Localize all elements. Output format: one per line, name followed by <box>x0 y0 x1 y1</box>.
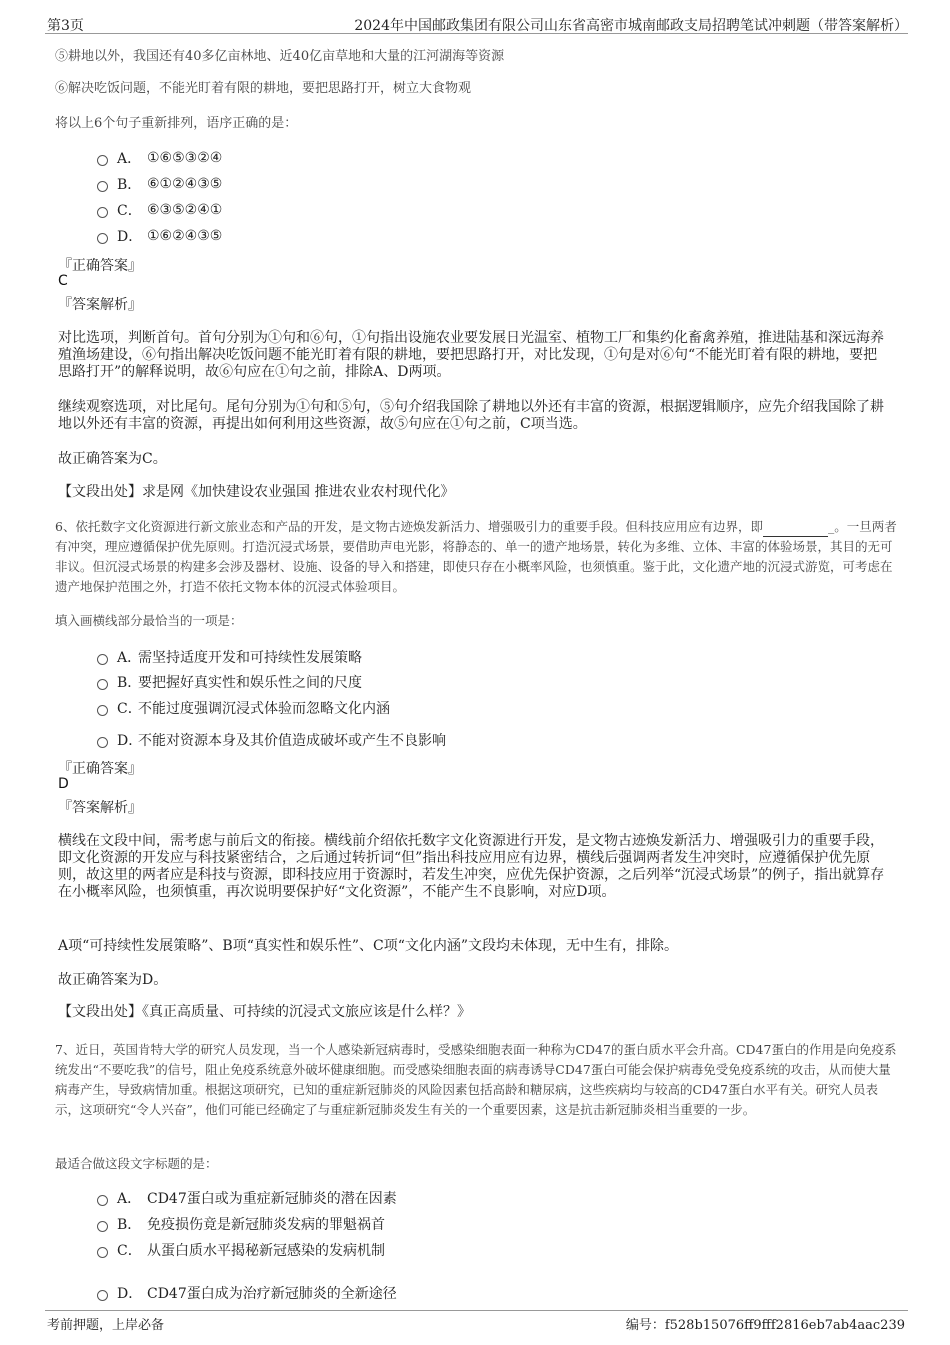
q6-stem: 6、依托数字文化资源进行新文旅业态和产品的开发，是文物古迹焕发新活力、增强吸引力的重要手段。但科技应用应有边界，即 _。一旦两者有冲突，理应遵循保护优先原则。打造沉浸式场景，要借助声电光影，将静态的、单一的遗产地场景，转化为多维、立体、丰富的体验场景，其目的无可非议。但沉浸式场景的构建多会涉及器材、设施、设备的导入和搭建，即使只存在小概率风险，也须慎重。鉴于此，文化遗产地的沉浸式游览，可考虑在遗产地保护范围之外，打造不依托文物本体的沉浸式体验项目。 <box>55 519 897 594</box>
radio-icon[interactable] <box>97 737 108 748</box>
footer-divider <box>45 1310 908 1311</box>
radio-icon[interactable] <box>97 207 108 218</box>
q6-analysis-3: 故正确答案为D。 <box>58 972 168 988</box>
q6-option-a[interactable]: A． 需坚持适度开发和可持续性发展策略 <box>97 647 362 667</box>
q6-option-d[interactable]: D． 不能对资源本身及其价值造成破坏或产生不良影响 <box>97 730 446 750</box>
q5-sentence-5: ⑤耕地以外，我国还有40多亿亩林地、近40亿亩草地和大量的江河湖海等资源 <box>55 49 505 64</box>
q7-option-b[interactable]: B． 免疫损伤竟是新冠肺炎发病的罪魁祸首 <box>97 1214 385 1234</box>
q7-prompt: 最适合做这段文字标题的是： <box>55 1156 218 1171</box>
radio-icon[interactable] <box>97 679 108 690</box>
q5-analysis-2: 继续观察选项，对比尾句。尾句分别为①句和⑤句，⑤句介绍我国除了耕地以外还有丰富的资源，根据逻辑顺序，应先介绍我国除了耕地以外还有丰富的资源，再提出如何利用这些资源，故⑤句应在①句之前，C项当选。 <box>58 399 884 432</box>
q7-option-a[interactable]: A． CD47蛋白或为重症新冠肺炎的潜在因素 <box>97 1188 397 1208</box>
fill-blank <box>763 522 828 537</box>
q5-option-d[interactable]: D． ①⑥②④③⑤ <box>97 226 222 246</box>
q7-stem: 7、近日，英国肯特大学的研究人员发现，当一个人感染新冠病毒时，受感染细胞表面一种称为CD47的蛋白质水平会升高。CD47蛋白的作用是向免疫系统发出“不要吃我”的信号，阻止免疫系统意外破坏健康细胞。而受感染细胞表面的病毒诱导CD47蛋白可能会保护病毒免受免疫系统的攻击，从而使大量病毒产生，导致病情加重。根据这项研究，已知的重症新冠肺炎的风险因素包括高龄和糖尿病，这些疾病均与较高的CD47蛋白水平有关。研究人员表示，这项研究“令人兴奋”，他们可能已经确定了与重症新冠肺炎发生有关的一个重要因素，这是抗击新冠肺炎相当重要的一步。 <box>55 1042 897 1117</box>
q5-analysis-1: 对比选项，判断首句。首句分别为①句和⑥句，①句指出设施农业要发展日光温室、植物工厂和集约化畜禽养殖，推进陆基和深远海养殖渔场建设，⑥句指出解决吃饭问题不能光盯着有限的耕地，要把思路打开，对比发现，①句是对⑥句“不能光盯着有限的耕地，要把思路打开”的解释说明，故⑥句应在①句之前，排除A、D两项。 <box>58 330 884 380</box>
radio-icon[interactable] <box>97 233 108 244</box>
q5-source: 【文段出处】求是网《加快建设农业强国 推进农业农村现代化》 <box>58 484 455 500</box>
q5-option-c[interactable]: C． ⑥③⑤②④① <box>97 200 222 220</box>
q6-analysis-2: A项“可持续性发展策略”、B项“真实性和娱乐性”、C项“文化内涵”文段均未体现，无中生有，排除。 <box>58 938 679 954</box>
q7-option-d[interactable]: D． CD47蛋白成为治疗新冠肺炎的全新途径 <box>97 1283 397 1303</box>
q6-analysis-label: 『答案解析』 <box>58 800 142 816</box>
radio-icon[interactable] <box>97 181 108 192</box>
radio-icon[interactable] <box>97 1195 108 1206</box>
q5-option-a[interactable]: A． ①⑥⑤③②④ <box>97 148 222 168</box>
q5-analysis-label: 『答案解析』 <box>58 297 142 313</box>
document-id: 编号：f528b15076ff9fff2816eb7ab4aac239 <box>625 1318 905 1333</box>
q6-answer: D <box>58 776 69 792</box>
q5-answer: C <box>58 273 68 289</box>
radio-icon[interactable] <box>97 155 108 166</box>
radio-icon[interactable] <box>97 1221 108 1232</box>
q6-option-b[interactable]: B． 要把握好真实性和娱乐性之间的尺度 <box>97 672 362 692</box>
radio-icon[interactable] <box>97 654 108 665</box>
q5-sentence-6: ⑥解决吃饭问题，不能光盯着有限的耕地，要把思路打开，树立大食物观 <box>55 81 472 96</box>
q5-option-b[interactable]: B． ⑥①②④③⑤ <box>97 174 222 194</box>
radio-icon[interactable] <box>97 1290 108 1301</box>
q6-answer-label: 『正确答案』 <box>58 761 142 777</box>
header-divider <box>45 33 908 34</box>
document-title: 2024年中国邮政集团有限公司山东省高密市城南邮政支局招聘笔试冲刺题（带答案解析） <box>354 18 908 34</box>
q6-source: 【文段出处】《真正高质量、可持续的沉浸式文旅应该是什么样？》 <box>58 1004 471 1020</box>
radio-icon[interactable] <box>97 1247 108 1258</box>
page-number: 第3页 <box>47 18 84 34</box>
page-header <box>0 0 950 34</box>
q5-analysis-3: 故正确答案为C。 <box>58 451 167 467</box>
footer-slogan: 考前押题，上岸必备 <box>47 1318 165 1333</box>
radio-icon[interactable] <box>97 705 108 716</box>
q5-prompt: 将以上6个句子重新排列，语序正确的是： <box>55 116 298 131</box>
q7-option-c[interactable]: C． 从蛋白质水平揭秘新冠感染的发病机制 <box>97 1240 385 1260</box>
q6-option-c[interactable]: C． 不能过度强调沉浸式体验而忽略文化内涵 <box>97 698 390 718</box>
q6-analysis-1: 横线在文段中间，需考虑与前后文的衔接。横线前介绍依托数字文化资源进行开发，是文物古迹焕发新活力、增强吸引力的重要手段，即文化资源的开发应与科技紧密结合，之后通过转折词“但”指出科技应用应有边界，横线后强调两者发生冲突时，应遵循保护优先原则，故这里的两者应是科技与资源，即科技应用于资源时，若发生冲突，应优先保护资源，之后列举“沉浸式场景”的例子，指出就算存在小概率风险，也须慎重，再次说明要保护好“文化资源”，不能产生不良影响，对应D项。 <box>58 833 885 900</box>
q5-answer-label: 『正确答案』 <box>58 258 142 274</box>
q6-prompt: 填入画横线部分最恰当的一项是： <box>55 613 243 628</box>
